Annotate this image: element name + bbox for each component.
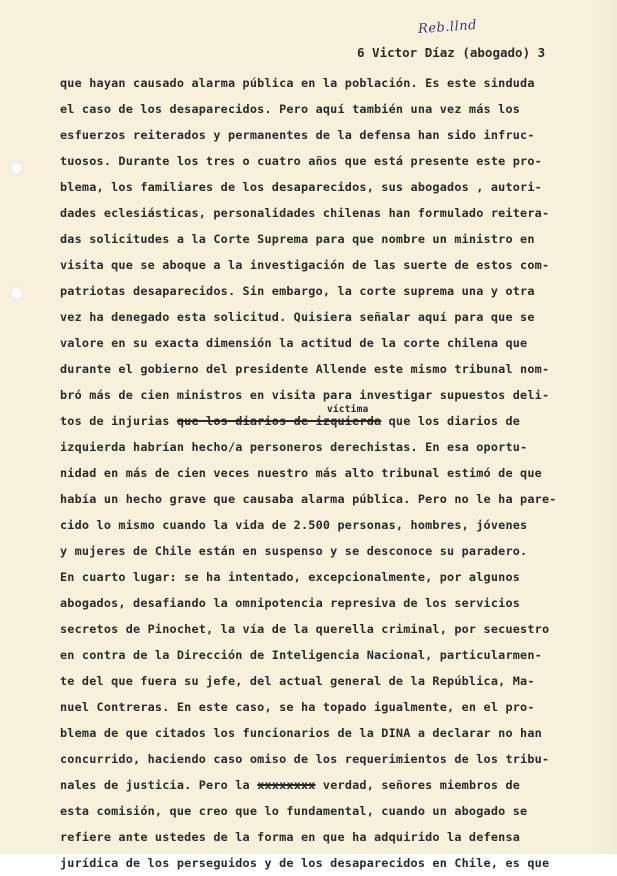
text-line: nidad en más de cien veces nuestro más alto tribunal estimó de que bbox=[60, 466, 542, 480]
text-line: das solicitudes a la Corte Suprema para que nombre un ministro en bbox=[60, 232, 535, 246]
handwritten-annotation: Reb.llnd bbox=[417, 17, 478, 38]
text-line: dades eclesiásticas, personalidades chilenas han formulado reitera- bbox=[60, 206, 550, 220]
text-line: secretos de Pinochet, la vía de la querella criminal, por secuestro bbox=[60, 622, 550, 636]
text-line: En cuarto lugar: se ha intentado, excepcionalmente, por algunos bbox=[60, 570, 521, 584]
text-line: jurídica de los perseguidos y de los desaparecidos en Chile, es que bbox=[60, 856, 550, 870]
text-line: nuel Contreras. En este caso, se ha topado igualmente, en el pro- bbox=[60, 700, 535, 714]
text-line: izquierda habrían hecho/a personeros derechistas. En esa oportu- bbox=[60, 440, 528, 454]
page-header: 6 Victor Díaz (abogado) 3 bbox=[357, 45, 546, 60]
page-edge-shading bbox=[587, 0, 617, 854]
line-text-after: verdad, señores miembros de bbox=[315, 778, 521, 792]
text-line-with-strikeout bbox=[60, 772, 580, 798]
text-line: blema, los familiares de los desaparecidos, sus abogados , autori- bbox=[60, 180, 542, 194]
typed-body-text bbox=[60, 70, 580, 876]
text-line: que hayan causado alarma pública en la población. Es este sinduda bbox=[60, 76, 535, 90]
struck-out-text: xxxxxxxx bbox=[257, 778, 316, 792]
struck-out-text: que los diarios de izquierda bbox=[176, 414, 382, 428]
text-line-with-strikeout bbox=[60, 404, 580, 434]
inserted-word: víctima bbox=[327, 404, 369, 415]
text-line: abogados, desafiando la omnipotencia represiva de los servicios bbox=[60, 596, 521, 610]
text-line: vez ha denegado esta solicitud. Quisiera señalar aquí para que se bbox=[60, 310, 535, 324]
text-line: bró más de cien ministros en visita para investigar supuestos deli- bbox=[60, 388, 550, 402]
text-line: durante el gobierno del presidente Allende este mismo tribunal nom- bbox=[60, 362, 550, 376]
text-line: esta comisión, que creo que lo fundamental, cuando un abogado se bbox=[60, 804, 528, 818]
line-text-before: nales de justicia. Pero la bbox=[60, 778, 250, 792]
text-line: concurrido, haciendo caso omiso de los requerimientos de los tribu- bbox=[60, 752, 550, 766]
text-line: había un hecho grave que causaba alarma pública. Pero no le ha pare- bbox=[60, 492, 557, 506]
line-text-after: que los diarios de bbox=[381, 414, 521, 428]
text-line: y mujeres de Chile están en suspenso y se desconoce su paradero. bbox=[60, 544, 528, 558]
text-line: cido lo mismo cuando la vida de 2.500 personas, hombres, jóvenes bbox=[60, 518, 528, 532]
text-line: refiere ante ustedes de la forma en que ha adquirido la defensa bbox=[60, 830, 521, 844]
line-text-before: tos de injurias bbox=[60, 414, 177, 428]
text-line: esfuerzos reiterados y permanentes de la defensa han sido infruc- bbox=[60, 128, 535, 142]
text-line: visita que se aboque a la investigación de las suerte de estos com- bbox=[60, 258, 550, 272]
text-line: blema de que citados los funcionarios de la DINA a declarar no han bbox=[60, 726, 542, 740]
text-line: en contra de la Dirección de Inteligencia Nacional, particularmen- bbox=[60, 648, 542, 662]
punch-hole bbox=[10, 162, 23, 175]
text-line: te del que fuera su jefe, del actual general de la República, Ma- bbox=[60, 674, 535, 688]
text-line: patriotas desaparecidos. Sin embargo, la corte suprema una y otra bbox=[60, 284, 535, 298]
text-line: tuosos. Durante los tres o cuatro años que está presente este pro- bbox=[60, 154, 542, 168]
punch-hole bbox=[10, 287, 23, 300]
text-line: valore en su exacta dimensión la actitud de la corte chilena que bbox=[60, 336, 528, 350]
text-line: el caso de los desaparecidos. Pero aquí también una vez más los bbox=[60, 102, 521, 116]
